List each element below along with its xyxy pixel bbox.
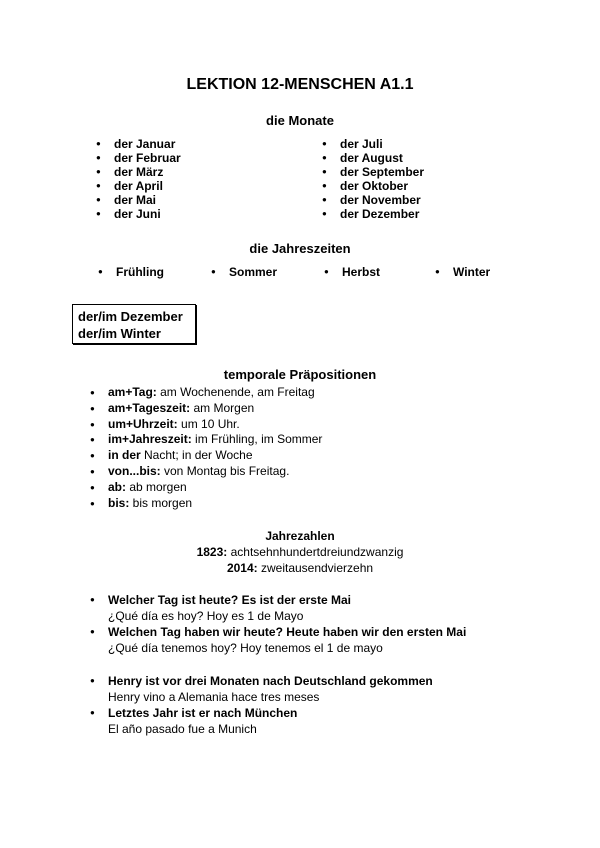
preposition-label: am+Tageszeit: — [108, 400, 191, 415]
preposition-label: um+Uhrzeit: — [108, 416, 178, 431]
preposition-label: ab: — [108, 479, 126, 494]
preposition-item — [90, 480, 322, 496]
month-item: ● der September — [322, 165, 424, 179]
preposition-label: bis: — [108, 495, 130, 510]
preposition-item — [90, 432, 322, 448]
preposition-label: am+Tag: — [108, 385, 157, 399]
month-item: ● der August — [322, 151, 424, 165]
question-spanish: ¿Qué día es hoy? Hoy es 1 de Mayo — [108, 609, 304, 623]
sentence-spanish: El año pasado fue a Munich — [108, 722, 257, 736]
month-item: ● der Januar — [96, 137, 181, 151]
sentence-item — [90, 673, 433, 705]
year-number: 1823: — [196, 545, 228, 559]
months-list-right — [322, 137, 424, 221]
preposition-item — [90, 385, 322, 401]
preposition-example: ab morgen — [126, 479, 187, 494]
preposition-example: bis morgen — [129, 495, 193, 510]
preposition-item — [90, 448, 322, 464]
sentence-german: Letztes Jahr ist er nach München — [108, 706, 298, 720]
preposition-label: von...bis: — [108, 463, 161, 478]
seasons-heading: die Jahreszeiten — [249, 241, 351, 256]
preposition-example: am Wochenende, am Freitag — [156, 385, 315, 399]
note-line: der/im Winter — [78, 326, 161, 341]
years-heading: Jahrezahlen — [265, 529, 335, 543]
example-sentences-list — [90, 673, 433, 737]
year-words: achtsehnhundertdreiundzwanzig — [227, 545, 404, 559]
prepositions-list — [90, 385, 322, 511]
months-heading: die Monate — [266, 113, 334, 128]
preposition-example: von Montag bis Freitag. — [160, 463, 290, 478]
preposition-label: in der — [108, 448, 141, 463]
sentence-spanish: Henry vino a Alemania hace tres meses — [108, 690, 320, 704]
date-questions-list — [90, 592, 466, 656]
month-item: ● der Juli — [322, 137, 424, 151]
month-item: ● der Dezember — [322, 207, 424, 221]
year-number: 2014: — [226, 561, 258, 575]
season-item: ● Frühling — [98, 265, 164, 279]
month-item: ● der Oktober — [322, 179, 424, 193]
question-german: Welcher Tag ist heute? Es ist der erste Mai — [108, 593, 351, 607]
preposition-item — [90, 496, 322, 512]
preposition-example: im Frühling, im Sommer — [191, 432, 323, 447]
page-title: LEKTION 12-MENSCHEN A1.1 — [186, 76, 414, 93]
season-item: ● Sommer — [211, 265, 277, 279]
year-line — [0, 561, 600, 575]
question-item — [90, 592, 466, 624]
month-item: ● der Februar — [96, 151, 181, 165]
season-item: ● Herbst — [324, 265, 380, 279]
question-german: Welchen Tag haben wir heute? Heute haben wir den ersten Mai — [108, 625, 467, 639]
preposition-example: Nacht; in der Woche — [140, 448, 253, 463]
sentence-item — [90, 705, 433, 737]
month-item: ● der Juni — [96, 207, 181, 221]
preposition-item — [90, 464, 322, 480]
preposition-example: um 10 Uhr. — [177, 416, 240, 431]
question-spanish: ¿Qué día tenemos hoy? Hoy tenemos el 1 de mayo — [108, 641, 383, 655]
month-item: ● der März — [96, 165, 181, 179]
month-item: ● der April — [96, 179, 181, 193]
year-line — [0, 545, 600, 559]
months-list-left — [96, 137, 181, 221]
preposition-item — [90, 401, 322, 417]
preposition-item — [90, 417, 322, 433]
season-item: ● Winter — [435, 265, 490, 279]
prepositions-heading: temporale Präpositionen — [223, 367, 377, 382]
year-words: zweitausendvierzehn — [257, 561, 374, 575]
note-line: der/im Dezember — [78, 309, 183, 324]
question-item — [90, 624, 466, 656]
preposition-example: am Morgen — [190, 400, 255, 415]
month-item: ● der November — [322, 193, 424, 207]
article-note-box — [72, 304, 196, 344]
preposition-label: im+Jahreszeit: — [108, 432, 192, 447]
month-item: ● der Mai — [96, 193, 181, 207]
sentence-german: Henry ist vor drei Monaten nach Deutschland gekommen — [108, 674, 433, 688]
